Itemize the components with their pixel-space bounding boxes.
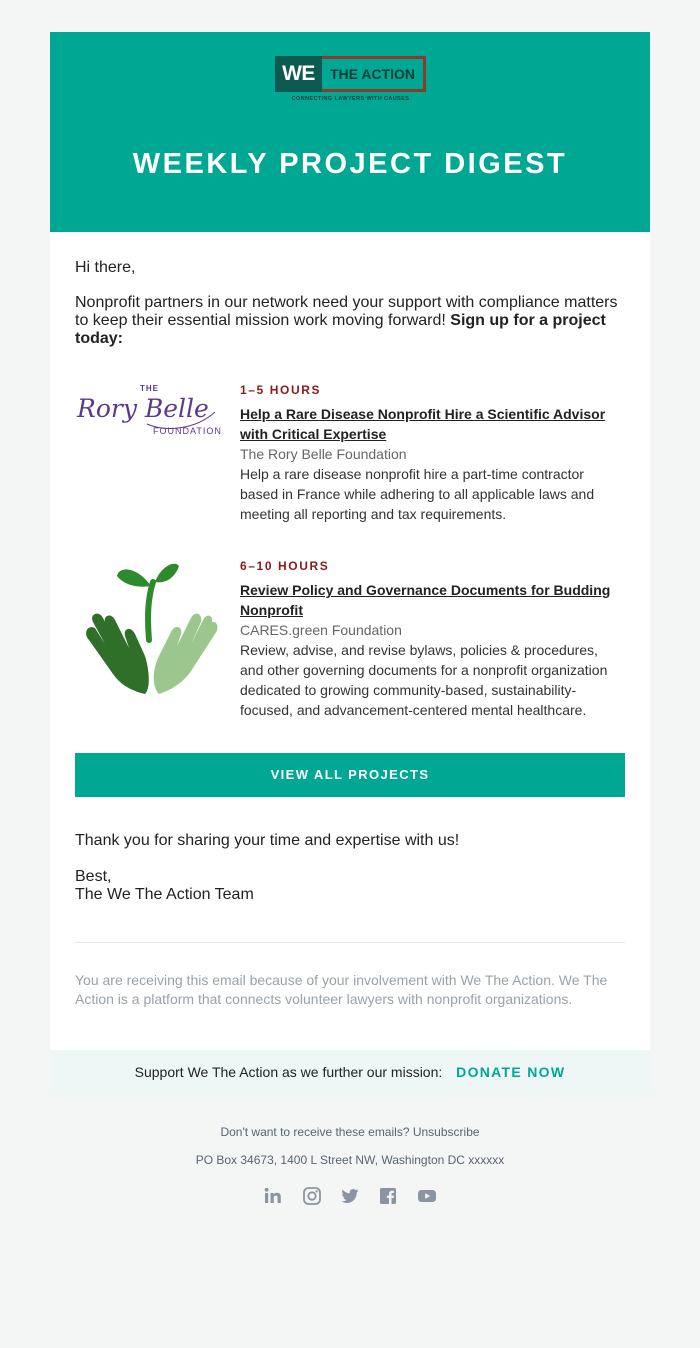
we-the-action-logo[interactable] — [275, 56, 426, 106]
donate-bar — [50, 1050, 650, 1094]
logo-we-block: WE — [275, 56, 322, 92]
footer-note: You are receiving this email because of your involvement with We The Action. We The Action is a platform that connects volunteer lawyers with nonprofit organizations. — [75, 972, 608, 1007]
logo-foundation-text: FOUNDATION — [153, 426, 222, 436]
email-card — [50, 232, 650, 1050]
signoff-team: The We The Action Team — [75, 886, 254, 903]
divider — [75, 942, 625, 943]
unsubscribe-prefix: Don't want to receive these emails? — [220, 1125, 410, 1139]
rory-belle-foundation-logo — [75, 382, 227, 442]
digest-title: WEEKLY PROJECT DIGEST — [132, 148, 568, 180]
unsubscribe-line — [0, 1125, 700, 1139]
project-organization: CARES.green Foundation — [240, 622, 402, 638]
project-hours: 6–10 HOURS — [240, 559, 330, 573]
project-organization: The Rory Belle Foundation — [240, 446, 407, 462]
mailing-address: PO Box 34673, 1400 L Street NW, Washington DC xxxxxx — [195, 1153, 505, 1167]
project-hours: 1–5 HOURS — [240, 383, 322, 397]
greeting: Hi there, — [75, 259, 136, 276]
linkedin-icon[interactable] — [263, 1186, 283, 1206]
intro-cta: Sign up for a project today: — [75, 312, 606, 347]
intro-paragraph — [75, 294, 630, 348]
social-links — [0, 1186, 700, 1208]
facebook-icon[interactable] — [378, 1186, 398, 1206]
cares-green-foundation-logo — [75, 560, 227, 702]
logo-action-block: THE ACTION — [322, 56, 426, 92]
project-title-link[interactable]: Review Policy and Governance Documents for Budding Nonprofit — [240, 582, 611, 618]
donate-text: Support We The Action as we further our mission: — [134, 1064, 443, 1080]
email-header — [50, 32, 650, 232]
project-title-link[interactable]: Help a Rare Disease Nonprofit Hire a Scientific Advisor with Critical Expertise — [240, 406, 606, 442]
rory-belle-logo-graphic — [75, 382, 227, 442]
donate-now-link[interactable]: DONATE NOW — [456, 1064, 566, 1080]
project-info — [240, 382, 625, 524]
view-all-projects-button[interactable]: VIEW ALL PROJECTS — [75, 753, 625, 797]
logo-the-text: THE — [140, 384, 159, 393]
signoff — [75, 868, 254, 904]
project-item — [75, 558, 625, 728]
hands-sprout-icon — [75, 560, 227, 702]
youtube-icon[interactable] — [417, 1186, 437, 1206]
thank-you-text: Thank you for sharing your time and expertise with us! — [75, 832, 460, 849]
project-description: Review, advise, and revise bylaws, policies & procedures, and other governing documents for a nonprofit organization dedicated to growing community-based, sustainability-focused, and advancement-centered mental healthcare. — [240, 642, 608, 718]
signoff-best: Best, — [75, 868, 112, 885]
logo-name-text: Rory Belle — [77, 394, 209, 423]
project-item — [75, 382, 625, 532]
logo-tagline: CONNECTING LAWYERS WITH CAUSES — [291, 96, 410, 102]
instagram-icon[interactable] — [302, 1186, 322, 1206]
intro-text: Nonprofit partners in our network need your support with compliance matters to keep their essential mission work moving forward! — [75, 294, 618, 329]
project-info — [240, 558, 625, 720]
unsubscribe-link[interactable]: Unsubscribe — [412, 1125, 480, 1139]
twitter-icon[interactable] — [340, 1186, 360, 1206]
project-description: Help a rare disease nonprofit hire a part-time contractor based in France while adhering to all applicable laws and meeting all reporting and tax requirements. — [240, 466, 595, 522]
